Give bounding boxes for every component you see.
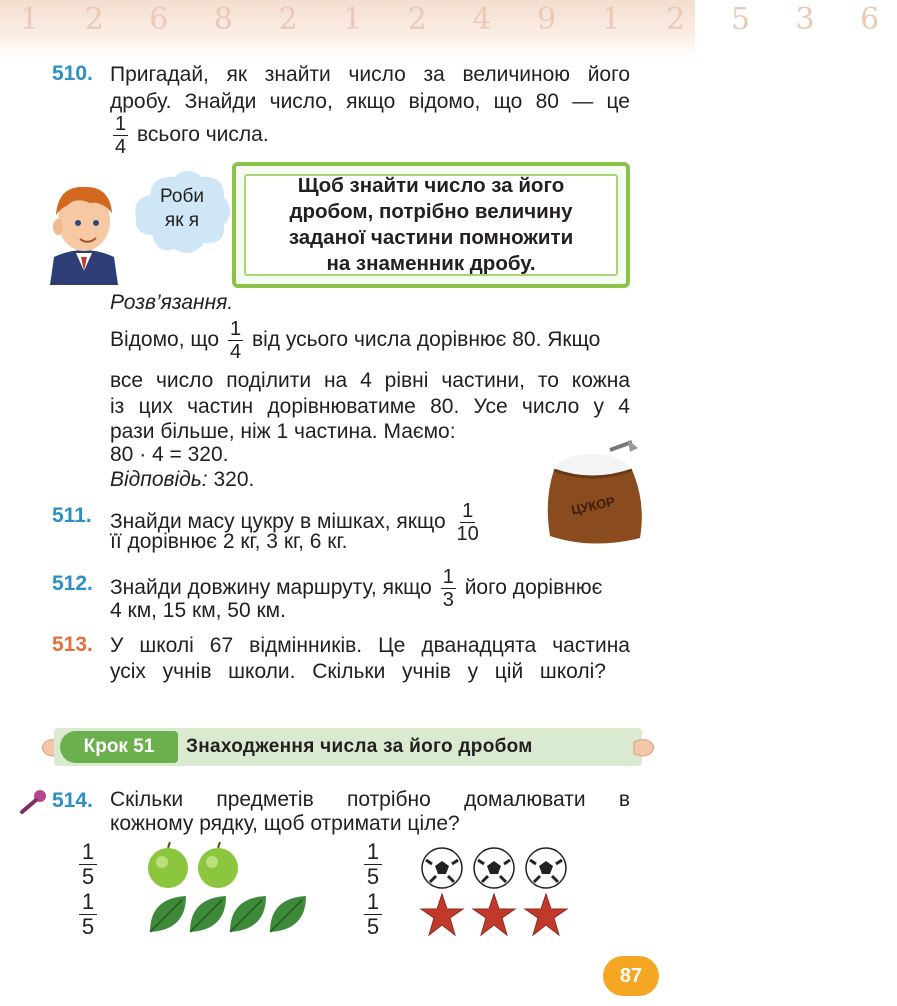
step-label: Крок 51: [60, 731, 178, 763]
step-banner: [40, 728, 656, 766]
leaf-icon: [270, 896, 306, 932]
solution-line1: Відомо, що $\frac{1}{4}$ від усього числа дорівнює 80. Якщо: [110, 318, 601, 363]
exercise-511-line1: Знайди масу цукру в мішках, якщо $\frac{1}{10}$: [110, 500, 479, 545]
exercise-512-line2: 4 км, 15 км, 50 км.: [110, 599, 286, 622]
row-fraction-apples: 1 5: [78, 840, 98, 889]
header-decor-band: [0, 0, 897, 60]
solution-answer: Відповідь: 320.: [110, 468, 255, 491]
exercise-510-line1: Пригадай, як знайти число за величиною його: [110, 63, 630, 86]
row-fraction-starfish: 1 5: [363, 890, 383, 939]
sugar-sack-illustration: [540, 440, 650, 550]
header-decor-digits: 1 2 6 8 2 1 2 4 9 1 2 5 3 6: [20, 2, 897, 37]
exercise-513-number: 513.: [52, 633, 93, 656]
sack-label: ЦУКОР: [569, 493, 617, 518]
ball-icon: [526, 848, 566, 888]
leaf-icon: [230, 896, 266, 932]
exercise-514-line2: кожному рядку, щоб отримати ціле?: [110, 812, 460, 835]
fraction-one-third: $\frac{1}{3}$: [442, 566, 454, 611]
apple-icon: [198, 842, 238, 888]
rule-text: Щоб знайти число за його дробом, потрібно величину заданої частини помножити на знаменник дробу.: [244, 174, 618, 276]
solution-heading: Розв’язання.: [110, 291, 234, 314]
leaf-icon: [190, 896, 226, 932]
ball-icon: [474, 848, 514, 888]
row-fraction-balls: 1 5: [363, 840, 383, 889]
solution-line3: із цих частин дорівнюватиме 80. Усе число у 4: [110, 395, 630, 418]
fraction-one-quarter: $\frac{1}{4}$: [115, 113, 127, 158]
ball-icon: [422, 848, 462, 888]
solution-line2: все число поділити на 4 рівні частини, то кожна: [110, 369, 630, 392]
rule-box: [232, 162, 630, 288]
fraction-one-tenth: $\frac{1}{10}$: [456, 500, 479, 545]
page-number: 87: [603, 956, 659, 996]
microphone-icon: [18, 788, 48, 814]
starfish-icon: [473, 894, 515, 935]
balls-row: [420, 846, 570, 890]
pointing-hand-right-icon: [634, 734, 656, 760]
solution-line5: 80 · 4 = 320.: [110, 443, 229, 466]
fraction-one-quarter: $\frac{1}{4}$: [229, 318, 242, 363]
apples-row: [146, 840, 246, 892]
solution-line4: рази більше, ніж 1 частина. Маємо:: [110, 420, 456, 443]
exercise-510-line2: дробу. Знайди число, якщо відомо, що 80 — це: [110, 90, 630, 113]
exercise-513-line2: усіх учнів школи. Скільки учнів у цій школі?: [110, 660, 606, 683]
exercise-512-line1: Знайди довжину маршруту, якщо $\frac{1}{3}$ його дорівнює: [110, 566, 603, 611]
speech-cloud-text: Роби як я: [160, 186, 204, 231]
exercise-510-line3: $\frac{1}{4}$ всього числа.: [115, 113, 269, 158]
row-fraction-leaves: 1 5: [78, 890, 98, 939]
exercise-511-number: 511.: [52, 504, 92, 527]
exercise-513-line1: У школі 67 відмінників. Це дванадцята частина: [110, 634, 630, 657]
step-title: Знаходження числа за його дробом: [186, 736, 533, 757]
starfish-icon: [525, 894, 567, 935]
exercise-514-number: 514.: [52, 789, 93, 812]
exercise-514-line1: Скільки предметів потрібно домалювати в: [110, 788, 630, 811]
leaf-icon: [150, 896, 186, 932]
starfish-icon: [421, 894, 463, 935]
apple-icon: [148, 842, 188, 888]
boy-illustration: [40, 175, 128, 285]
exercise-511-line2: її дорівнює 2 кг, 3 кг, 6 кг.: [110, 530, 348, 553]
leaves-row: [146, 892, 316, 936]
exercise-510-number: 510.: [52, 62, 93, 85]
exercise-512-number: 512.: [52, 572, 93, 595]
starfish-row: [420, 892, 570, 938]
